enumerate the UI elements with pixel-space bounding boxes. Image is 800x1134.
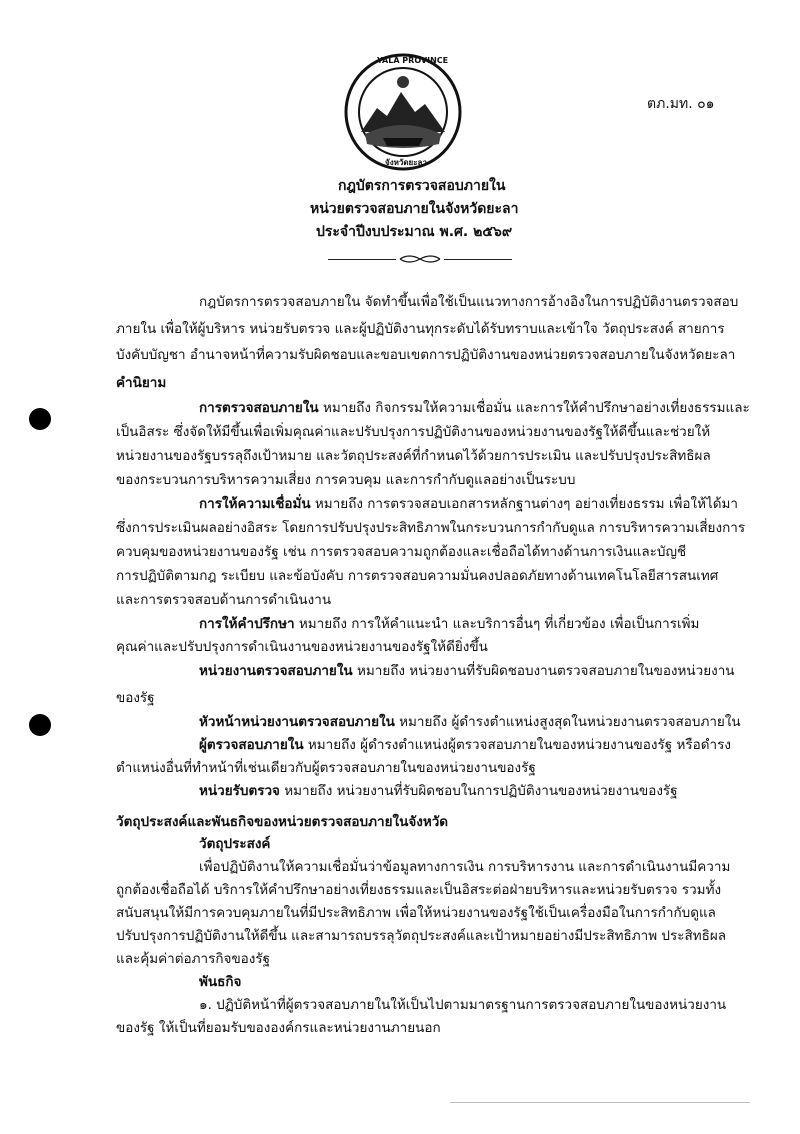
mission-heading: พันธกิจ xyxy=(199,974,242,990)
def-line: เป็นอิสระ ซึ่งจัดให้มีขึ้นเพื่อเพิ่มคุณค่าและปรับปรุงการปฏิบัติงานของหน่วยงานของรัฐให้ดีขึ้นและช่วยให้ xyxy=(116,424,711,440)
objective-heading: วัตถุประสงค์ xyxy=(199,836,271,852)
objective-line: และคุ้มค่าต่อภารกิจของรัฐ xyxy=(116,951,271,967)
ornament-icon xyxy=(398,253,442,265)
def-term: การให้ความเชื่อมั่น xyxy=(199,496,311,512)
seal-top-text: YALA PROVINCE xyxy=(377,56,449,65)
objective-line: ปรับปรุงการปฏิบัติงานให้ดีขึ้น และสามารถบรรลุวัตถุประสงค์และเป้าหมายอย่างมีประสิทธิภาพ ประสิทธิผล xyxy=(116,928,727,944)
def-line: ควบคุมของหน่วยงานของรัฐ เช่น การตรวจสอบความถูกต้องและเชื่อถือได้ทางด้านการเงินและบัญชี xyxy=(116,544,687,560)
def-auditor xyxy=(199,735,731,755)
def-term: ผู้ตรวจสอบภายใน xyxy=(199,737,304,753)
intro-line-3: บังคับบัญชา อำนาจหน้าที่ความรับผิดชอบและขอบเขตการปฏิบัติงานของหน่วยตรวจสอบภายในจังหวัดยะลา xyxy=(116,347,736,363)
objective-line: สนับสนุนให้มีการควบคุมภายในที่มีประสิทธิภาพ เพื่อให้หน่วยงานของรัฐใช้เป็นเครื่องมือในการกำกับดูแล xyxy=(116,905,716,921)
seal-emblem-icon xyxy=(343,52,463,172)
objective-line: เพื่อปฏิบัติงานให้ความเชื่อมั่นว่าข้อมูลทางการเงิน การบริหารงาน และการดำเนินงานมีความ xyxy=(199,859,731,875)
def-assurance xyxy=(199,494,738,514)
def-text: หมายถึง หน่วยงานที่รับผิดชอบงานตรวจสอบภายในของหน่วยงาน xyxy=(352,663,735,679)
def-consulting xyxy=(199,614,699,634)
def-text: หมายถึง ผู้ดำรงตำแหน่งผู้ตรวจสอบภายในของหน่วยงานของรัฐ หรือดำรง xyxy=(303,737,731,753)
def-internal-audit xyxy=(199,398,750,418)
seal-bottom-text: จังหวัดยะลา xyxy=(385,158,427,167)
punch-hole-bottom xyxy=(29,714,51,736)
doc-title-line2: หน่วยตรวจสอบภายในจังหวัดยะลา xyxy=(310,201,519,217)
def-text: หมายถึง กิจกรรมให้ความเชื่อมั่น และการให้คำปรึกษาอย่างเที่ยงธรรมและ xyxy=(318,400,750,416)
def-term: หน่วยงานตรวจสอบภายใน xyxy=(199,663,353,679)
doc-title-line3: ประจำปีงบประมาณ พ.ศ. ๒๕๖๙ xyxy=(316,224,513,240)
def-audit-head xyxy=(199,712,741,732)
def-term: หัวหน้าหน่วยงานตรวจสอบภายใน xyxy=(199,714,395,730)
section-objectives-heading: วัตถุประสงค์และพันธกิจของหน่วยตรวจสอบภายในจังหวัด xyxy=(116,814,449,830)
def-text: หมายถึง การให้คำแนะนำ และบริการอื่นๆ ที่เกี่ยวข้อง เพื่อเป็นการเพิ่ม xyxy=(294,616,700,632)
form-code: ตภ.มท. ๐๑ xyxy=(647,96,715,112)
def-line: ตำแหน่งอื่นที่ทำหน้าที่เช่นเดียวกับผู้ตรวจสอบภายในของหน่วยงานของรัฐ xyxy=(116,760,536,776)
def-line: ซึ่งการประเมินผลอย่างอิสระ โดยการปรับปรุงประสิทธิภาพในกระบวนการกำกับดูแล การบริหารความเสี่ยงการ xyxy=(116,520,746,536)
title-divider xyxy=(328,253,512,265)
scan-edge-line xyxy=(450,1102,750,1103)
def-line: ของกระบวนการบริหารความเสี่ยง การควบคุม และการกำกับดูแลอย่างเป็นระบบ xyxy=(116,472,576,488)
doc-title-line1: กฎบัตรการตรวจสอบภายใน xyxy=(338,178,506,194)
def-line: หน่วยงานของรัฐบรรลุถึงเป้าหมาย และวัตถุประสงค์ที่กำหนดไว้ด้วยการประเมิน และปรับปรุงประสิทธิผล xyxy=(116,448,711,464)
objective-line: ถูกต้องเชื่อถือได้ บริการให้คำปรึกษาอย่างเที่ยงธรรมและเป็นอิสระต่อฝ่ายบริหารและหน่วยรับตรวจ รวมทั้ง xyxy=(116,882,722,898)
def-term: หน่วยรับตรวจ xyxy=(199,783,280,799)
punch-hole-top xyxy=(29,408,51,430)
def-line: การปฏิบัติตามกฎ ระเบียบ และข้อบังคับ การตรวจสอบความมั่นคงปลอดภัยทางด้านเทคโนโลยีสารสนเทศ xyxy=(116,568,719,584)
def-text: หมายถึง ผู้ดำรงตำแหน่งสูงสุดในหน่วยงานตรวจสอบภายใน xyxy=(394,714,741,730)
intro-line-2: ภายใน เพื่อให้ผู้บริหาร หน่วยรับตรวจ และผู้ปฏิบัติงานทุกระดับได้รับทราบและเข้าใจ วัตถุประสงค์ สายการ xyxy=(116,321,725,337)
definitions-heading: คำนิยาม xyxy=(116,375,167,391)
def-term: การตรวจสอบภายใน xyxy=(199,400,319,416)
def-audit-unit xyxy=(199,661,735,681)
def-text: หมายถึง การตรวจสอบเอกสารหลักฐานต่างๆ อย่างเที่ยงธรรม เพื่อให้ได้มา xyxy=(310,496,739,512)
mission-line: ๑. ปฏิบัติหน้าที่ผู้ตรวจสอบภายในให้เป็นไปตามมาตรฐานการตรวจสอบภายในของหน่วยงาน xyxy=(199,997,727,1013)
def-term: การให้คำปรึกษา xyxy=(199,616,295,632)
def-line: คุณค่าและปรับปรุงการดำเนินงานของหน่วยงานของรัฐให้ดียิ่งขึ้น xyxy=(116,639,488,655)
intro-line-1: กฎบัตรการตรวจสอบภายใน จัดทำขึ้นเพื่อใช้เป็นแนวทางการอ้างอิงในการปฏิบัติงานตรวจสอบ xyxy=(199,294,739,310)
def-line: ของรัฐ xyxy=(116,690,155,706)
def-text: หมายถึง หน่วยงานที่รับผิดชอบในการปฏิบัติงานของหน่วยงานของรัฐ xyxy=(279,783,678,799)
mission-line: ของรัฐ ให้เป็นที่ยอมรับขององค์กรและหน่วยงานภายนอก xyxy=(116,1020,441,1036)
def-auditee xyxy=(199,781,678,801)
def-line: และการตรวจสอบด้านการดำเนินงาน xyxy=(116,592,332,608)
provincial-seal xyxy=(343,52,463,172)
